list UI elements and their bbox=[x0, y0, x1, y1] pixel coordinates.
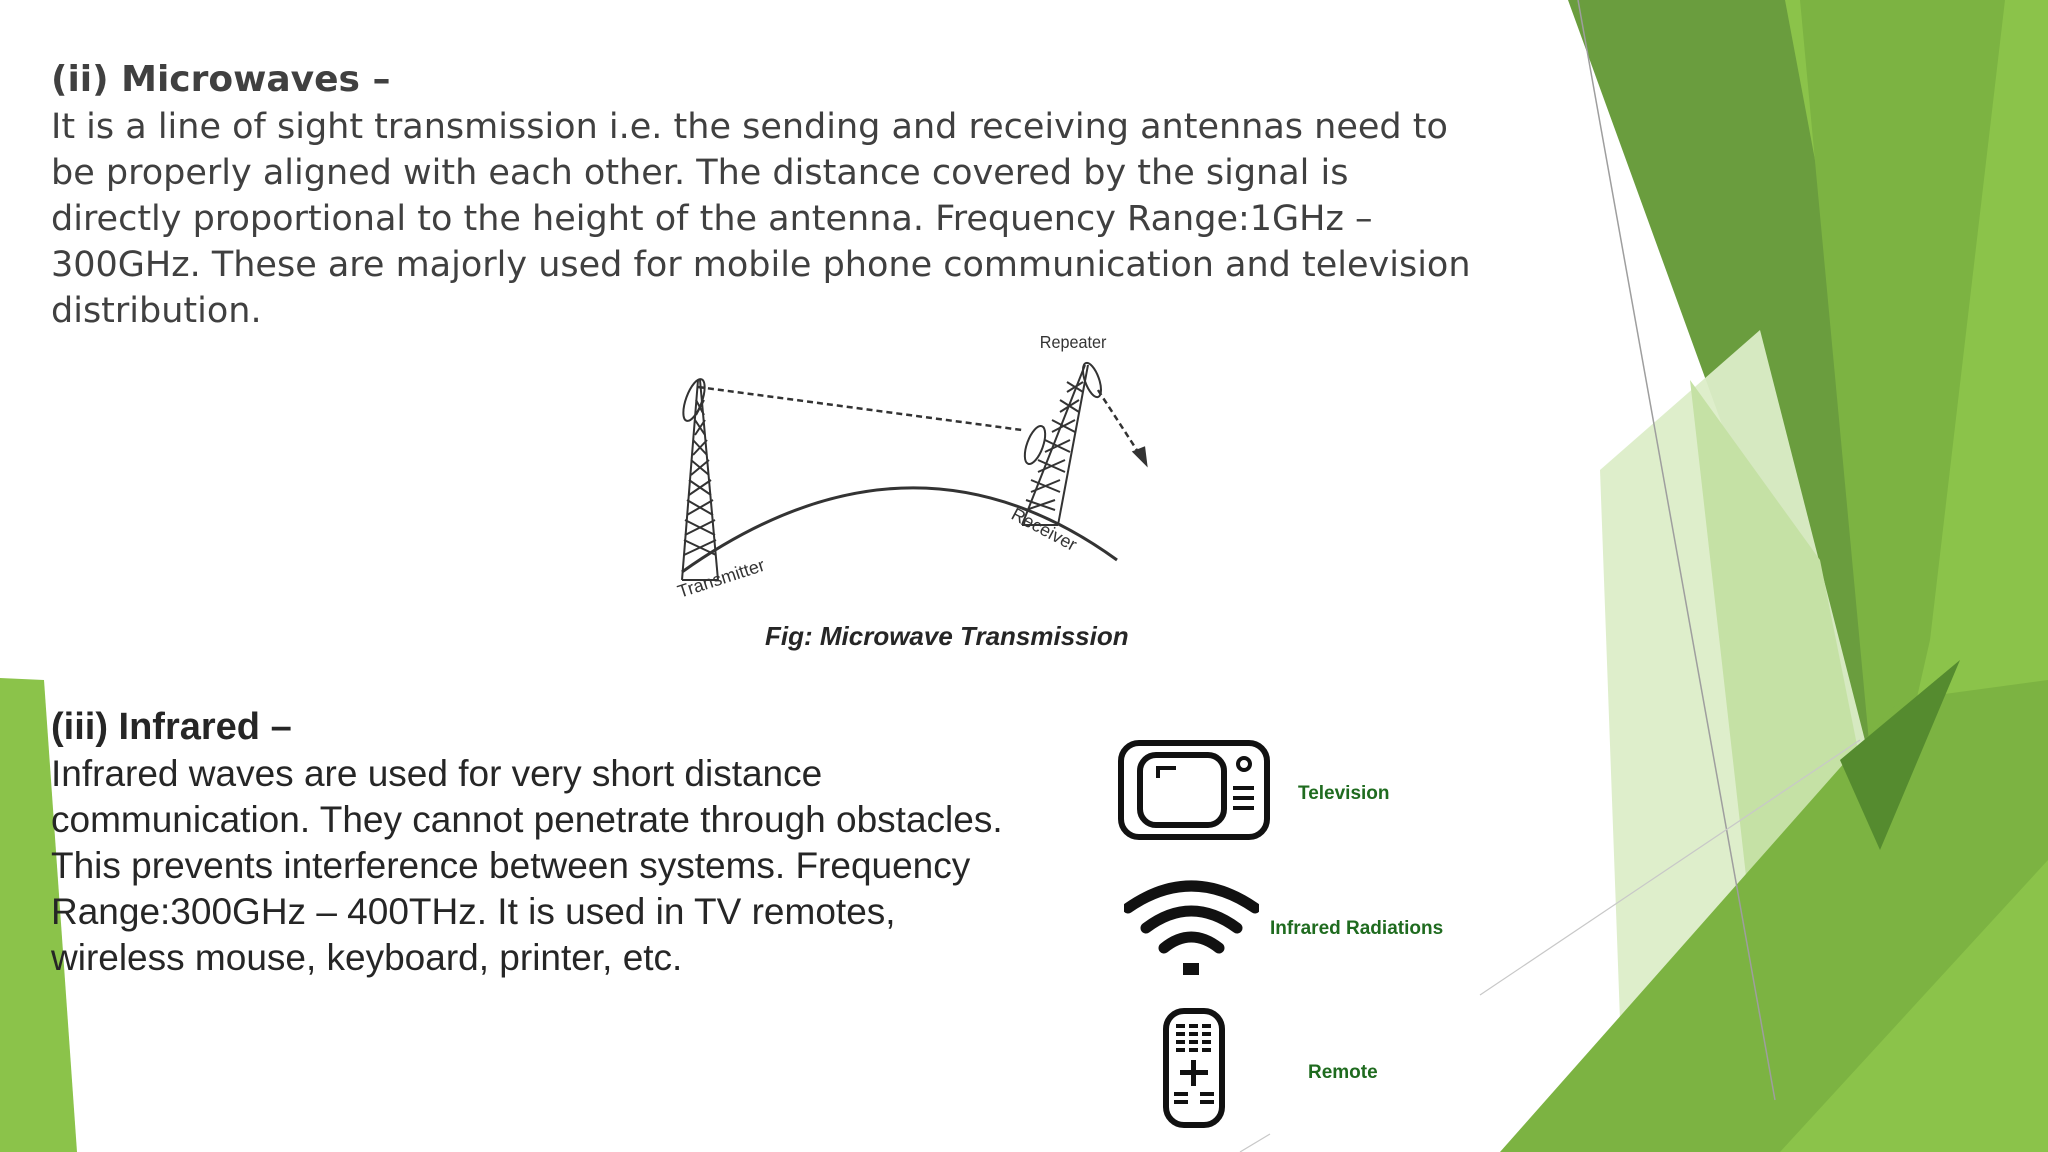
remote-label: Remote bbox=[1308, 1062, 1378, 1083]
infrared-line: Infrared waves are used for very short distance bbox=[51, 753, 823, 794]
microwaves-line: 300GHz. These are majorly used for mobile phone communication and television bbox=[51, 245, 1471, 285]
receiver-label: Receiver bbox=[1008, 503, 1081, 555]
infrared-paragraph bbox=[51, 751, 1003, 981]
repeater-tower bbox=[1021, 361, 1105, 525]
repeater-label: Repeater bbox=[1039, 332, 1107, 353]
television-icon bbox=[1118, 740, 1270, 840]
television-label: Television bbox=[1298, 783, 1390, 804]
microwave-transmission-figure bbox=[660, 320, 1180, 660]
infrared-heading: (iii) Infrared – bbox=[51, 706, 292, 748]
infrared-line: communication. They cannot penetrate through obstacles. bbox=[51, 799, 1003, 840]
remote-control-icon bbox=[1162, 1008, 1226, 1128]
infrared-line: Range:300GHz – 400THz. It is used in TV remotes, bbox=[51, 891, 896, 932]
signal-path bbox=[698, 387, 1146, 464]
microwaves-line: It is a line of sight transmission i.e. the sending and receiving antennas need to bbox=[51, 107, 1448, 147]
infrared-line: This prevents interference between systems. Frequency bbox=[51, 845, 971, 886]
wifi-signal-icon bbox=[1124, 878, 1259, 978]
diagonal-line-3 bbox=[1240, 1134, 1270, 1152]
microwaves-paragraph bbox=[51, 104, 1471, 334]
microwaves-line: distribution. bbox=[51, 291, 262, 331]
microwaves-line: directly proportional to the height of the antenna. Frequency Range:1GHz – bbox=[51, 199, 1373, 239]
microwaves-heading: (ii) Microwaves – bbox=[51, 59, 391, 100]
figure-caption: Fig: Microwave Transmission bbox=[765, 621, 1129, 651]
transmitter-tower bbox=[679, 377, 718, 580]
infrared-line: wireless mouse, keyboard, printer, etc. bbox=[51, 937, 683, 978]
microwaves-line: be properly aligned with each other. The distance covered by the signal is bbox=[51, 153, 1349, 193]
transmitter-label: Transmitter bbox=[675, 554, 768, 602]
infrared-radiations-label: Infrared Radiations bbox=[1270, 918, 1444, 939]
